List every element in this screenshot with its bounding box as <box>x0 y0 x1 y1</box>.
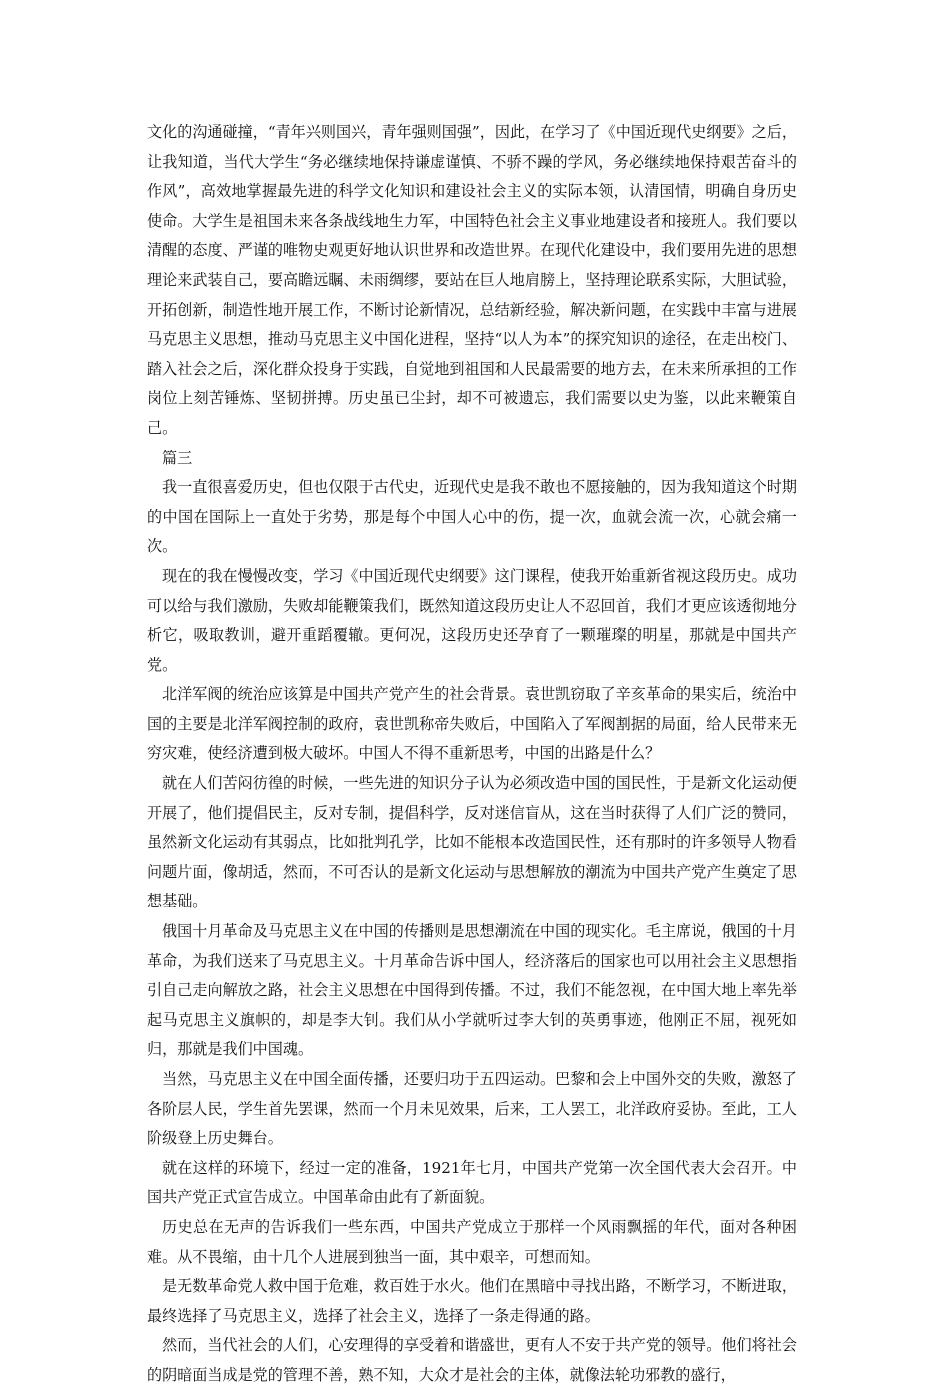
paragraph: 我一直很喜爱历史，但也仅限于古代史，近现代史是我不敢也不愿接触的，因为我知道这个时期的中国在国际上一直处于劣势，那是每个中国人心中的伤，提一次，血就会流一次，心就会痛一次。 <box>147 478 797 556</box>
paragraph: 当然，马克思主义在中国全面传播，还要归功于五四运动。巴黎和会上中国外交的失败，激怒了各阶层人民，学生首先罢课，然而一个月未见效果，后来，工人罢工，北洋政府妥协。至此，工人阶级登上历史舞台。 <box>147 1070 797 1148</box>
paragraph: 文化的沟通碰撞，“青年兴则国兴，青年强则国强”，因此，在学习了《中国近现代史纲要》之后，让我知道，当代大学生“务必继续地保持谦虚谨慎、不骄不躁的学风，务必继续地保持艰苦奋斗的作风”，高效地掌握最先进的科学文化知识和建设社会主义的实际本领，认清国情，明确自身历史使命。大学生是祖国未来各条战线地生力军，中国特色社会主义事业地建设者和接班人。我们要以清醒的态度、严谨的唯物史观更好地认识世界和改造世界。在现代化建设中，我们要用先进的思想理论来武装自己，要高瞻远瞩、未雨绸缪，要站在巨人地肩膀上，坚持理论联系实际，大胆试验，开拓创新，制造性地开展工作，不断讨论新情况，总结新经验，解决新问题，在实践中丰富与进展马克思主义思想，推动马克思主义中国化进程，坚持“以人为本”的探究知识的途径，在走出校门、踏入社会之后，深化群众投身于实践，自觉地到祖国和人民最需要的地方去，在未来所承担的工作岗位上刻苦锤炼、坚韧拼搏。历史虽已尘封，却不可被遗忘，我们需要以史为鉴，以此来鞭策自己。 <box>147 123 797 437</box>
paragraph: 然而，当代社会的人们，心安理得的享受着和谐盛世，更有人不安于共产党的领导。他们将社会的阴暗面当成是党的管理不善，熟不知，大众才是社会的主体，就像法轮功邪教的盛行， <box>147 1336 797 1384</box>
section-heading: 篇三 <box>162 448 193 467</box>
paragraph: 北洋军阀的统治应该算是中国共产党产生的社会背景。袁世凯窃取了辛亥革命的果实后，统治中国的主要是北洋军阀控制的政府，袁世凯称帝失败后，中国陷入了军阀割据的局面，给人民带来无穷灾难，使经济遭到极大破坏。中国人不得不重新思考，中国的出路是什么？ <box>147 685 797 763</box>
paragraph: 历史总在无声的告诉我们一些东西，中国共产党成立于那样一个风雨飘摇的年代，面对各种困难。从不畏缩，由十几个人进展到独当一面，其中艰辛，可想而知。 <box>147 1217 797 1266</box>
paragraph: 俄国十月革命及马克思主义在中国的传播则是思想潮流在中国的现实化。毛主席说，俄国的十月革命，为我们送来了马克思主义。十月革命告诉中国人，经济落后的国家也可以用社会主义思想指引自己走向解放之路，社会主义思想在中国得到传播。不过，我们不能忽视，在中国大地上率先举起马克思主义旗帜的，却是李大钊。我们从小学就听过李大钊的英勇事迹，他刚正不屈，视死如归，那就是我们中国魂。 <box>147 922 797 1059</box>
paragraph: 就在这样的环境下，经过一定的准备，1921年七月，中国共产党第一次全国代表大会召开。中国共产党正式宣告成立。中国革命由此有了新面貌。 <box>147 1158 797 1207</box>
document-body <box>147 118 797 1391</box>
paragraph: 是无数革命党人救中国于危难，救百姓于水火。他们在黑暗中寻找出路，不断学习，不断进取，最终选择了马克思主义，选择了社会主义，选择了一条走得通的路。 <box>147 1277 797 1325</box>
paragraph: 现在的我在慢慢改变，学习《中国近现代史纲要》这门课程，使我开始重新省视这段历史。成功可以给与我们激励，失败却能鞭策我们，既然知道这段历史让人不忍回首，我们才更应该透彻地分析它，吸取教训，避开重蹈覆辙。更何况，这段历史还孕育了一颗璀璨的明星，那就是中国共产党。 <box>147 566 797 674</box>
paragraph: 就在人们苦闷彷徨的时候，一些先进的知识分子认为必须改造中国的国民性，于是新文化运动便开展了，他们提倡民主，反对专制，提倡科学，反对迷信盲从，这在当时获得了人们广泛的赞同，虽然新文化运动有其弱点，比如批判孔学，比如不能根本改造国民性，还有那时的许多领导人物看问题片面，像胡适，然而，不可否认的是新文化运动与思想解放的潮流为中国共产党产生奠定了思想基础。 <box>147 774 797 911</box>
